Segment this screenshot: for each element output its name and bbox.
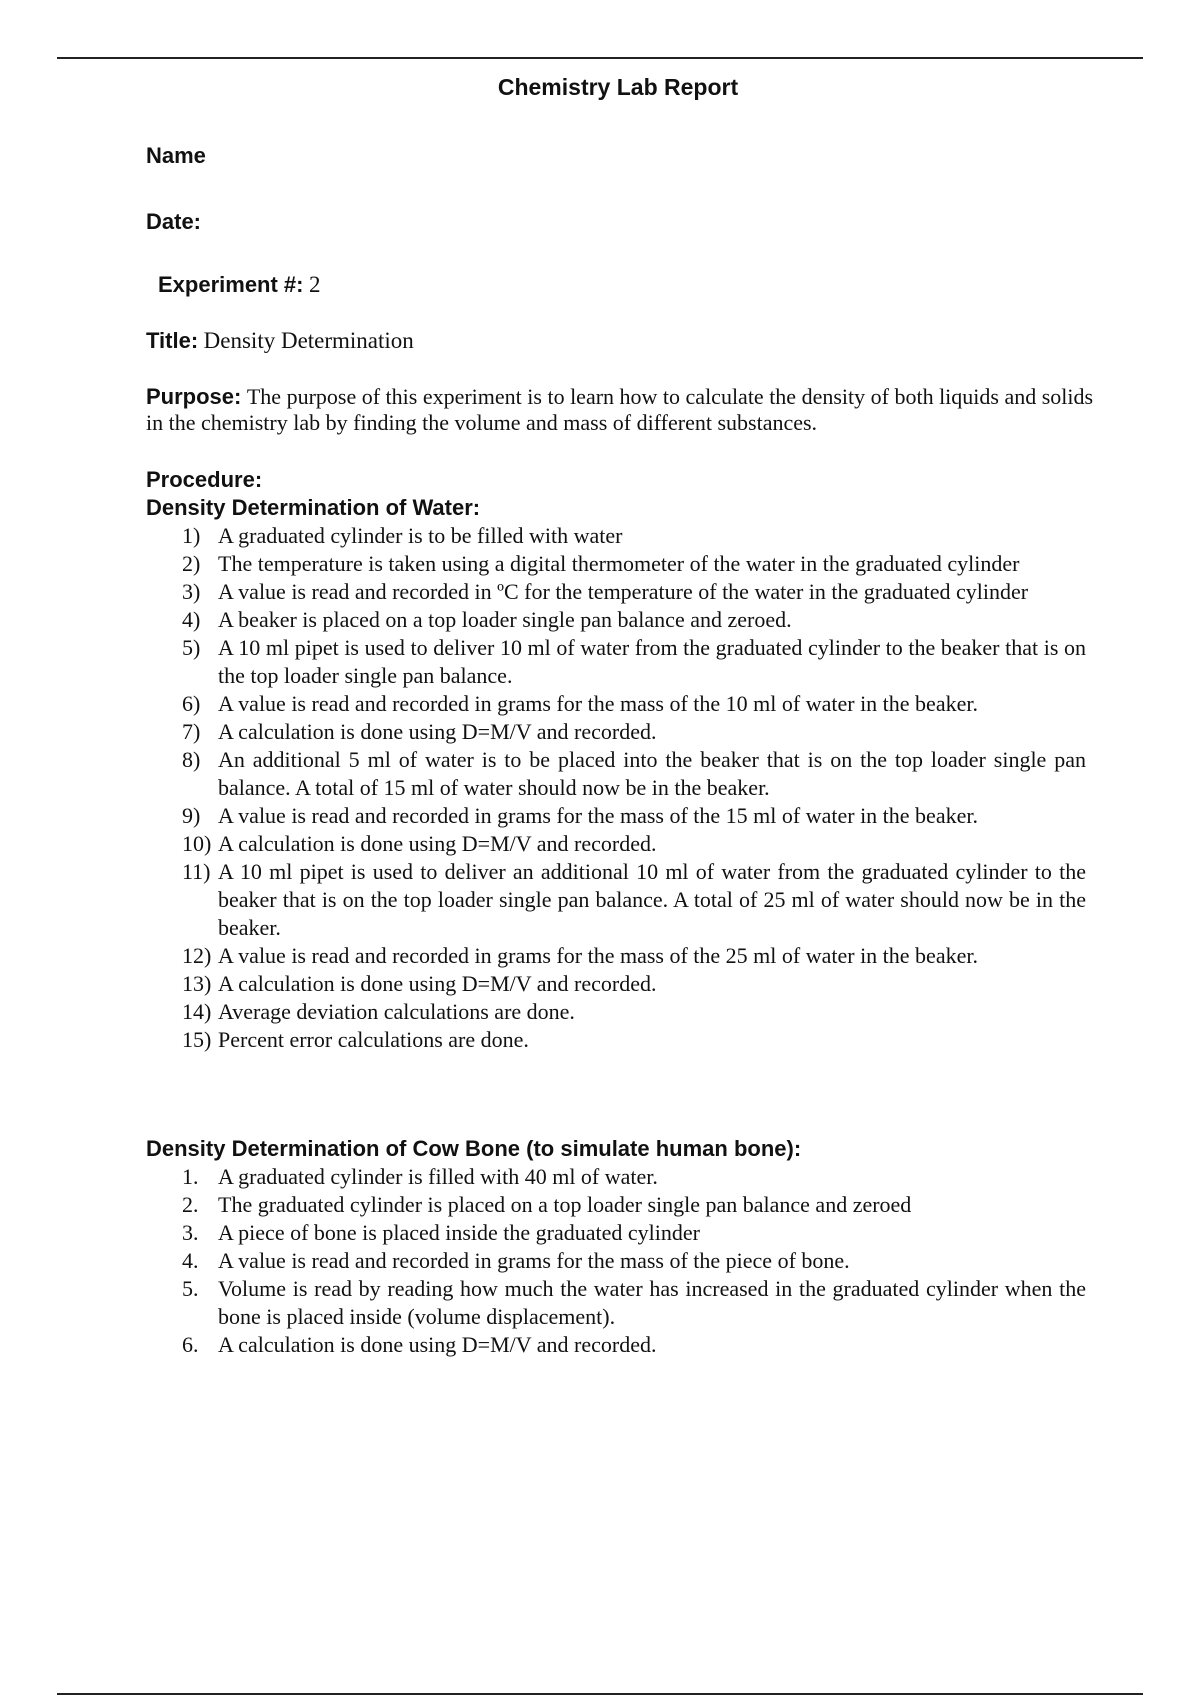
list-item — [146, 942, 1086, 970]
step-number: 6) — [182, 691, 201, 716]
step-text: A piece of bone is placed inside the graduated cylinder — [218, 1220, 700, 1245]
list-item — [146, 1331, 1086, 1359]
step-number: 15) — [182, 1027, 212, 1052]
procedure-heading: Procedure: — [146, 467, 263, 492]
step-text: A calculation is done using D=M/V and recorded. — [218, 971, 657, 996]
water-steps-list — [146, 522, 1086, 1054]
bottom-rule — [57, 1693, 1143, 1695]
step-text: Volume is read by reading how much the water has increased in the graduated cylinder when the bone is placed inside (volume displacement). — [218, 1276, 1086, 1329]
step-text: The graduated cylinder is placed on a top loader single pan balance and zeroed — [218, 1192, 912, 1217]
step-number: 6. — [182, 1332, 199, 1357]
step-text: A calculation is done using D=M/V and recorded. — [218, 1332, 657, 1357]
step-text: A value is read and recorded in grams for the mass of the 15 ml of water in the beaker. — [218, 803, 978, 828]
experiment-field — [158, 272, 321, 298]
step-text: An additional 5 ml of water is to be placed into the beaker that is on the top loader single pan balance. A total of 15 ml of water should now be in the beaker. — [218, 747, 1086, 800]
list-item — [146, 550, 1086, 578]
list-item — [146, 1026, 1086, 1054]
title-value: Density Determination — [203, 328, 414, 353]
step-number: 2) — [182, 551, 201, 576]
step-number: 3) — [182, 579, 201, 604]
step-number: 5. — [182, 1276, 199, 1301]
step-number: 7) — [182, 719, 201, 744]
step-text: A 10 ml pipet is used to deliver 10 ml of water from the graduated cylinder to the beaker that is on the top loader single pan balance. — [218, 635, 1086, 688]
step-text: A value is read and recorded in grams for the mass of the piece of bone. — [218, 1248, 850, 1273]
list-item — [146, 522, 1086, 550]
step-text: A calculation is done using D=M/V and recorded. — [218, 719, 657, 744]
list-item — [146, 1275, 1086, 1331]
list-item — [146, 1219, 1086, 1247]
list-item — [146, 578, 1086, 606]
step-number: 10) — [182, 831, 212, 856]
step-text: A graduated cylinder is to be filled with water — [218, 523, 623, 548]
step-text: A value is read and recorded in grams for the mass of the 25 ml of water in the beaker. — [218, 943, 978, 968]
list-item — [146, 858, 1086, 942]
title-field — [146, 328, 414, 354]
step-text: A value is read and recorded in grams for the mass of the 10 ml of water in the beaker. — [218, 691, 978, 716]
list-item — [146, 998, 1086, 1026]
purpose-label: Purpose: — [146, 384, 242, 409]
experiment-value: 2 — [309, 272, 321, 297]
step-number: 2. — [182, 1192, 199, 1217]
name-field — [146, 143, 206, 169]
step-number: 11) — [182, 859, 211, 884]
step-number: 8) — [182, 747, 201, 772]
step-text: A calculation is done using D=M/V and recorded. — [218, 831, 657, 856]
step-text: A value is read and recorded in ºC for the temperature of the water in the graduated cylinder — [218, 579, 1029, 604]
list-item — [146, 718, 1086, 746]
list-item — [146, 746, 1086, 802]
step-text: A 10 ml pipet is used to deliver an additional 10 ml of water from the graduated cylinder to the beaker that is on the top loader single pan balance. A total of 25 ml of water should now be in the beaker. — [218, 859, 1086, 940]
step-number: 9) — [182, 803, 201, 828]
list-item — [146, 970, 1086, 998]
list-item — [146, 802, 1086, 830]
list-item — [146, 830, 1086, 858]
experiment-label: Experiment #: — [158, 272, 304, 297]
step-number: 13) — [182, 971, 212, 996]
list-item — [146, 634, 1086, 690]
list-item — [146, 690, 1086, 718]
step-text: Average deviation calculations are done. — [218, 999, 575, 1024]
date-field — [146, 209, 201, 235]
step-number: 1. — [182, 1164, 199, 1189]
purpose-field — [146, 384, 1096, 436]
name-label: Name — [146, 143, 206, 168]
date-label: Date: — [146, 209, 202, 234]
step-text: A graduated cylinder is filled with 40 ml of water. — [218, 1164, 658, 1189]
bone-steps-list — [146, 1163, 1086, 1359]
list-item — [146, 606, 1086, 634]
list-item — [146, 1247, 1086, 1275]
step-number: 5) — [182, 635, 201, 660]
list-item — [146, 1163, 1086, 1191]
purpose-value: The purpose of this experiment is to learn how to calculate the density of both liquids and solids in the chemistry lab by finding the volume and mass of different substances. — [146, 384, 1094, 435]
step-text: A beaker is placed on a top loader single pan balance and zeroed. — [218, 607, 792, 632]
title-label: Title: — [146, 328, 199, 353]
list-item — [146, 1191, 1086, 1219]
step-number: 4. — [182, 1248, 199, 1273]
step-number: 12) — [182, 943, 212, 968]
step-text: Percent error calculations are done. — [218, 1027, 529, 1052]
water-section-heading: Density Determination of Water: — [146, 495, 481, 520]
step-number: 3. — [182, 1220, 199, 1245]
step-text: The temperature is taken using a digital thermometer of the water in the graduated cylinder — [218, 551, 1020, 576]
step-number: 4) — [182, 607, 201, 632]
bone-section-heading: Density Determination of Cow Bone (to simulate human bone): — [146, 1136, 802, 1161]
step-number: 1) — [182, 523, 201, 548]
step-number: 14) — [182, 999, 212, 1024]
document-title: Chemistry Lab Report — [497, 74, 739, 100]
top-rule — [57, 57, 1143, 59]
